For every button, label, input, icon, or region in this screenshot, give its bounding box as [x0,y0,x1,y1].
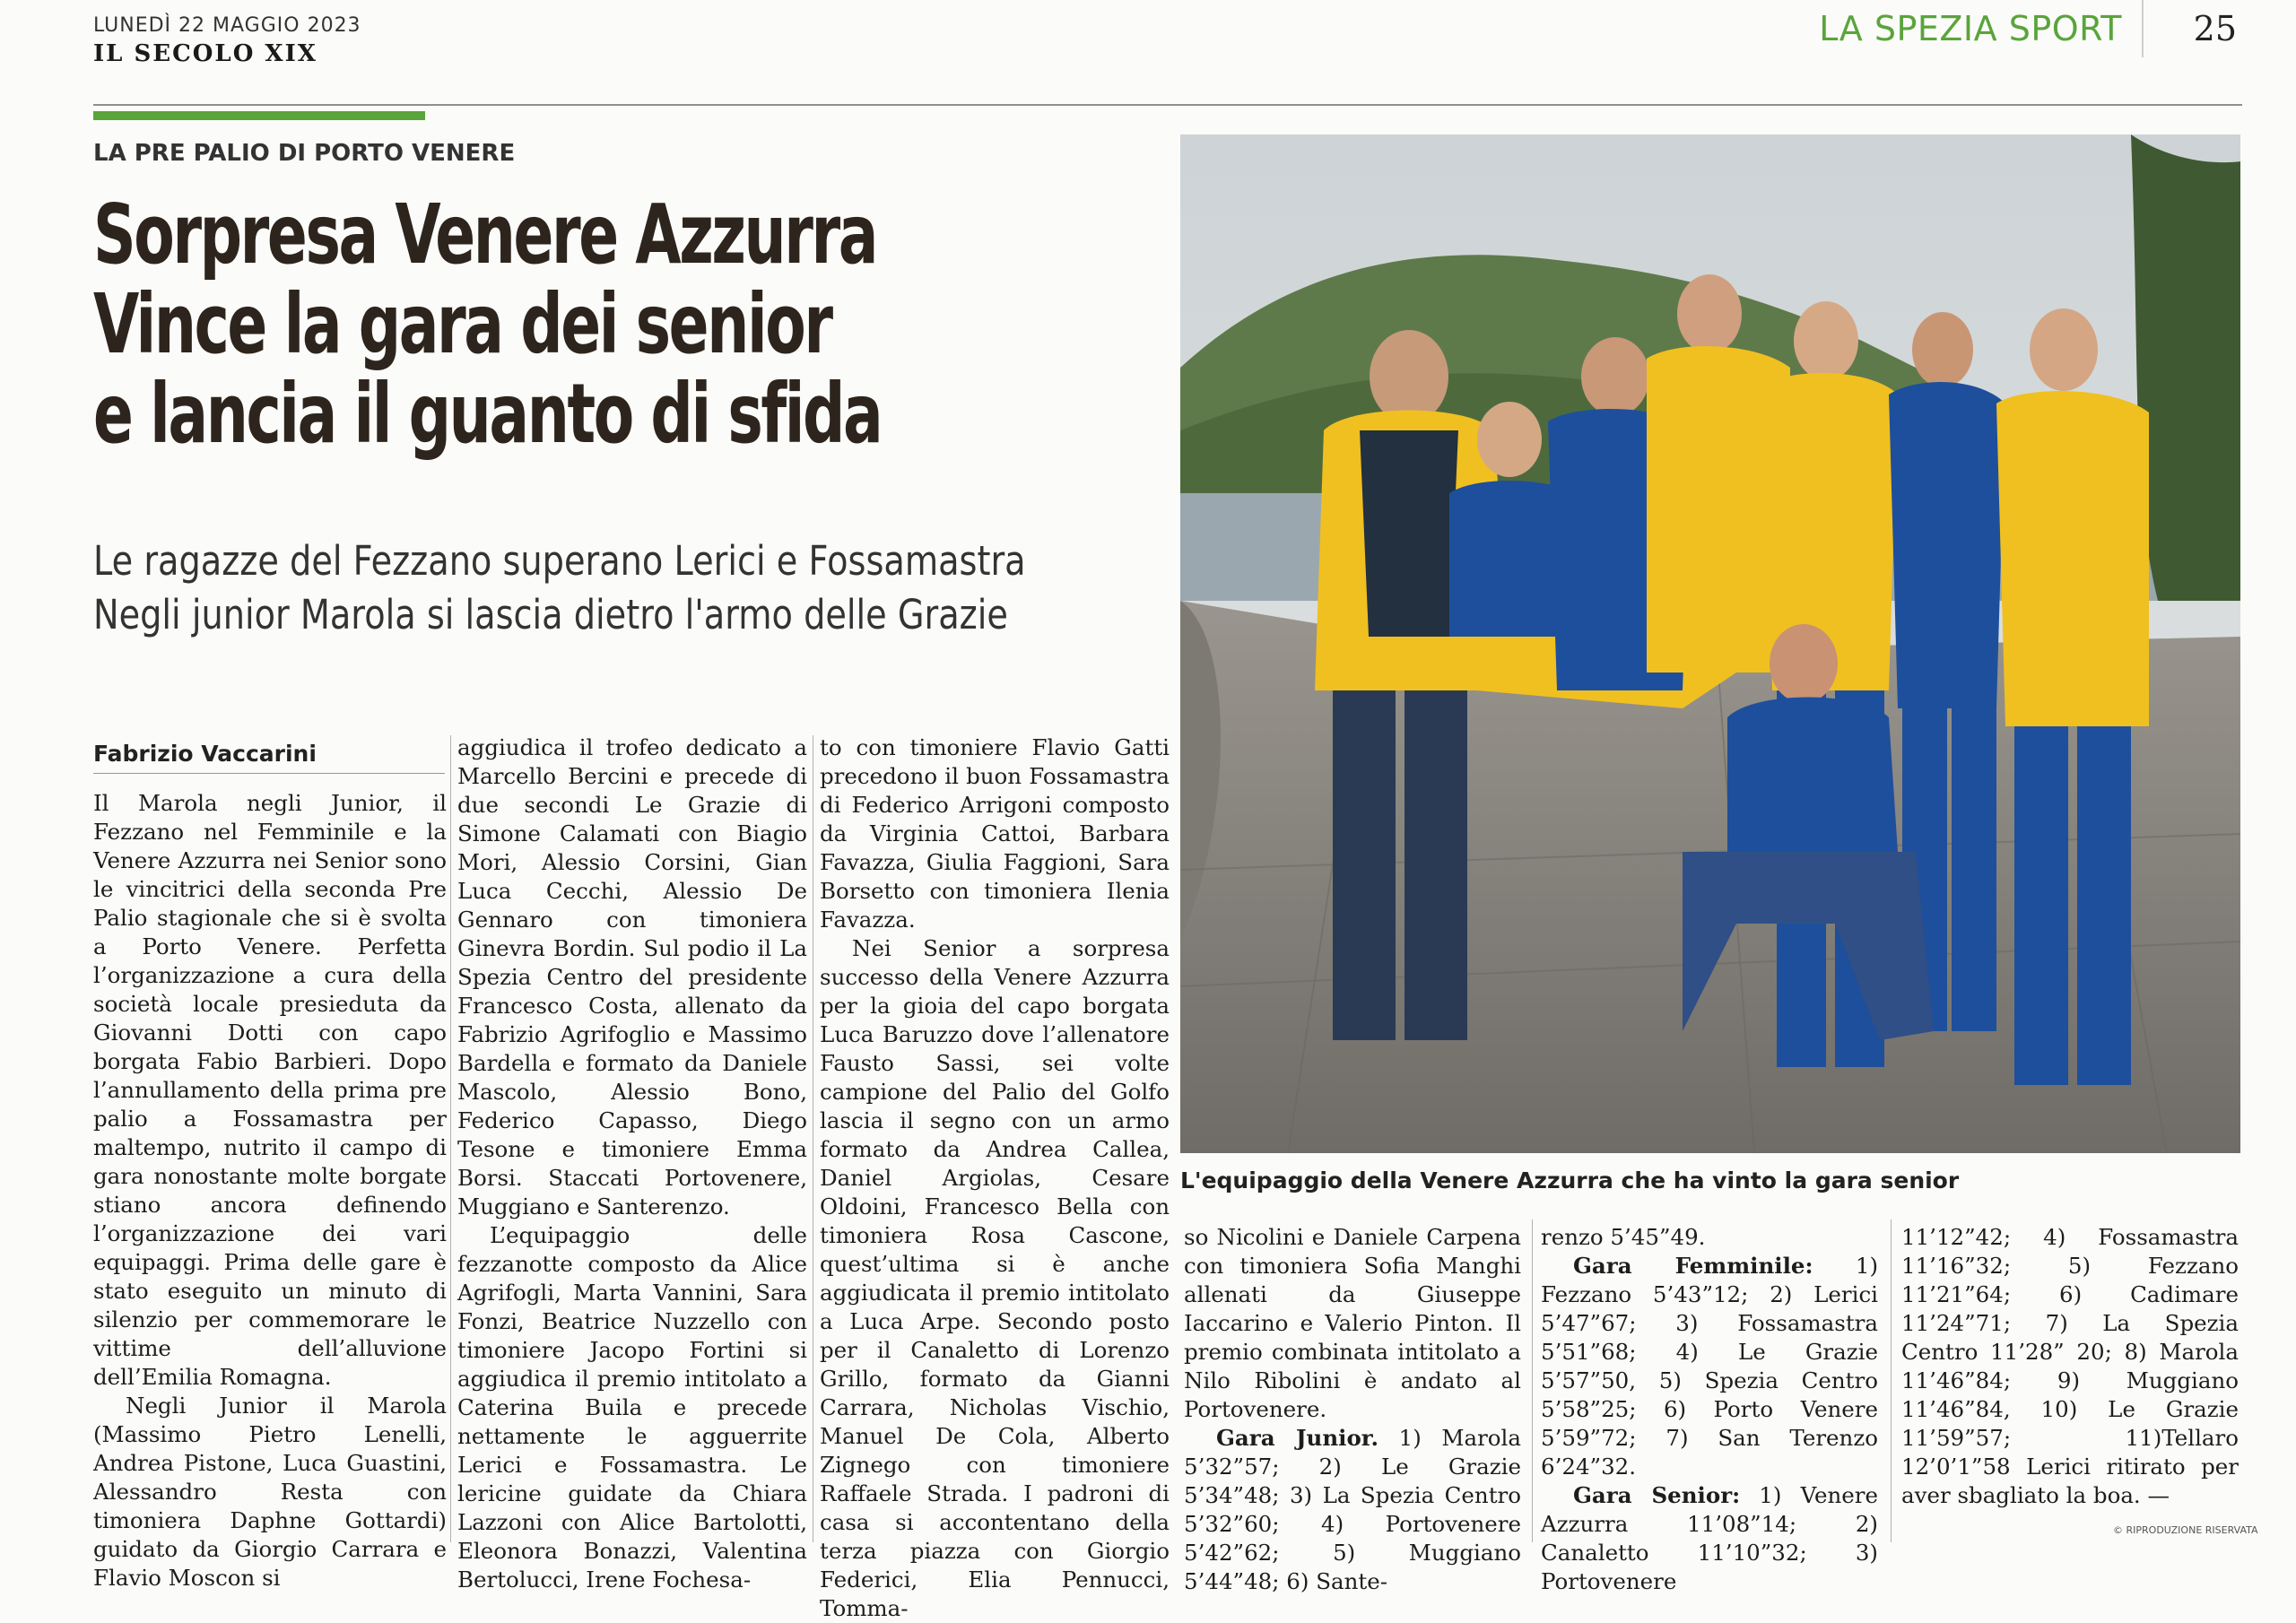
results-label: Gara Junior. [1216,1425,1378,1451]
results-junior [1184,1424,1521,1596]
page-number: 25 [2193,9,2237,48]
masthead [93,14,361,67]
results-label: Gara Senior: [1573,1482,1741,1508]
article-column-3 [820,733,1170,1623]
paragraph: aggiudica il trofeo dedicato a Marcello Bercini e precede di due secondi Le Grazie di Simone Calamati con Biagio Mori, Alessio Corsini, Gian Luca Cecchi, Alessio De Gennaro con timoniera Ginevra Bordin. Sul podio il La Spezia Centro del presidente Francesco Costa, allenato da Fabrizio Agrifoglio e Massimo Bardella e formato da Daniele Mascolo, Alessio Bono, Federico Capasso, Diego Tesone e timoniere Emma Borsi. Staccati Portovenere, Muggiano e Santerenzo. [457,734,807,1219]
paragraph: to con timoniere Flavio Gatti precedono il buon Fossamastra di Federico Arrigoni composto da Virginia Cattoi, Barbara Favazza, Giulia Faggioni, Sara Borsetto con timoniera Ilenia Favazza. [820,734,1170,933]
article-column-4 [1184,1223,1521,1596]
results-senior [1541,1481,1878,1596]
kicker: LA PRE PALIO DI PORTO VENERE [93,140,516,167]
column-divider [1891,1219,1892,1542]
byline: Fabrizio Vaccarini [93,741,317,767]
newspaper-name: IL SECOLO XIX [93,40,317,67]
dateline: LUNEDÌ 22 MAGGIO 2023 [93,14,361,37]
results-label: Gara Femminile: [1573,1253,1813,1279]
results-femminile [1541,1252,1878,1481]
results-text: 1) Marola 5’32”57; 2) Le Grazie 5’34”48; 3) La Spezia Centro 5’32”60; 4) Portovenere 5’42”62; 5) Muggiano 5’44”48; 6) Sante- [1184,1425,1521,1594]
article-column-2 [457,733,807,1594]
subheadline [93,534,1084,642]
paragraph: Nei Senior a sorpresa successo della Venere Azzurra per la gioia del capo borgata Luca Baruzzo dove l’allenatore Fausto Sassi, sei volte campione del Palio del Golfo lascia il segno con un armo formato da Andrea Callea, Daniel Argiolas, Cesare Oldoini, Francesco Bella con timoniera Rosa Cascone, quest’ultima si è anche aggiudicata il premio intitolato a Luca Arpe. Secondo posto per il Canaletto di Lorenzo Grillo, formato da Gianni Carrara, Nicholas Vischio, Manuel De Cola, Alberto Zignego con timoniere Raffaele Strada. I padroni di casa si accontentano della terza piazza con Giorgio Federici, Elia Pennucci, Tomma- [820,935,1170,1621]
paragraph: 11’12”42; 4) Fossamastra 11’16”32; 5) Fezzano 11’21”64; 6) Cadimare 11’24”71; 7) La Spezia Centro 11’28” 20; 8) Marola 11’46”84; 9) Muggiano 11’46”84, 10) Le Grazie 11’59”57; 11)Tellaro 12’0’1”58 Lerici ritirato per aver sbagliato la boa. — [1901,1224,2239,1508]
paragraph: Negli Junior il Marola (Massimo Pietro Lenelli, Andrea Pistone, Luca Guastini, Alessandro Resta con timoniera Daphne Gottardi) guidato da Giorgio Carrara e Flavio Moscon si [93,1393,447,1591]
top-rule [93,104,2242,106]
photo-caption: L'equipaggio della Venere Azzurra che ha vinto la gara senior [1180,1167,1960,1193]
section-name: LA SPEZIA SPORT [1819,9,2122,48]
article-column-6 [1901,1223,2239,1510]
byline-rule [93,773,445,774]
results-text: 1) Venere Azzurra 11’08”14; 2) Canaletto 11’10”32; 3) Portovenere [1541,1482,1878,1594]
section-accent-bar [93,111,425,120]
results-text: 1) Fezzano 5’43”12; 2) Lerici 5’47”67; 3) Fossamastra 5’51”68; 4) Le Grazie 5’57”50, 5) Spezia Centro 5’58”25; 6) Porto Venere 5’59”72; 7) San Terenzo 6’24”32. [1541,1253,1878,1480]
subheadline-line: Negli junior Marola si lascia dietro l'armo delle Grazie [93,591,1008,638]
copyright-notice: © RIPRODUZIONE RISERVATA [2113,1524,2258,1536]
headline [93,187,954,462]
headline-line: Sorpresa Venere Azzurra [93,187,877,282]
subheadline-line: Le ragazze del Fezzano superano Lerici e Fossamastra [93,537,1026,585]
page-number-divider [2142,0,2144,57]
paragraph: L’equipaggio delle fezzanotte composto da Alice Agrifogli, Marta Vannini, Sara Fonzi, Beatrice Nuzzello con timoniere Jacopo Fortini si aggiudica il premio intitolato a Caterina Buila e precede nettamente le agguerrite Lerici e Fossamastra. Le lericine guidate da Chiara Lazzoni con Alice Bartolotti, Eleonora Bonazzi, Valentina Bertolucci, Irene Fochesa- [457,1222,807,1593]
paragraph: Il Marola negli Junior, il Fezzano nel Femminile e la Venere Azzurra nei Senior sono le vincitrici della seconda Pre Palio stagionale che si è svolta a Porto Venere. Perfetta l’organizzazione a cura della società locale presieduta da Giovanni Dotti con capo borgata Fabio Barbieri. Dopo l’annullamento della prima pre palio a Fossamastra per maltempo, nutrito il campo di gara nonostante molte borgate stiano ancora definendo l’organizzazione dei vari equipaggi. Prima delle gare è stato eseguito un minuto di silenzio per commemorare le vittime dell’alluvione dell’Emilia Romagna. [93,790,447,1390]
paragraph: renzo 5’45”49. [1541,1224,1706,1250]
team-photo [1180,135,2240,1153]
column-divider [1532,1219,1533,1542]
team-photo-image [1180,135,2240,1153]
article-column-5 [1541,1223,1878,1596]
headline-line: e lancia il guanto di sfida [93,366,882,462]
headline-line: Vince la gara dei senior [93,276,831,372]
article-column-1 [93,789,447,1593]
column-divider [450,735,451,1542]
paragraph: so Nicolini e Daniele Carpena con timoniera Sofia Manghi allenati da Giuseppe Iaccarino e Valerio Pinton. Il premio combinata intitolato a Nilo Ribolini è andato al Portovenere. [1184,1224,1521,1422]
